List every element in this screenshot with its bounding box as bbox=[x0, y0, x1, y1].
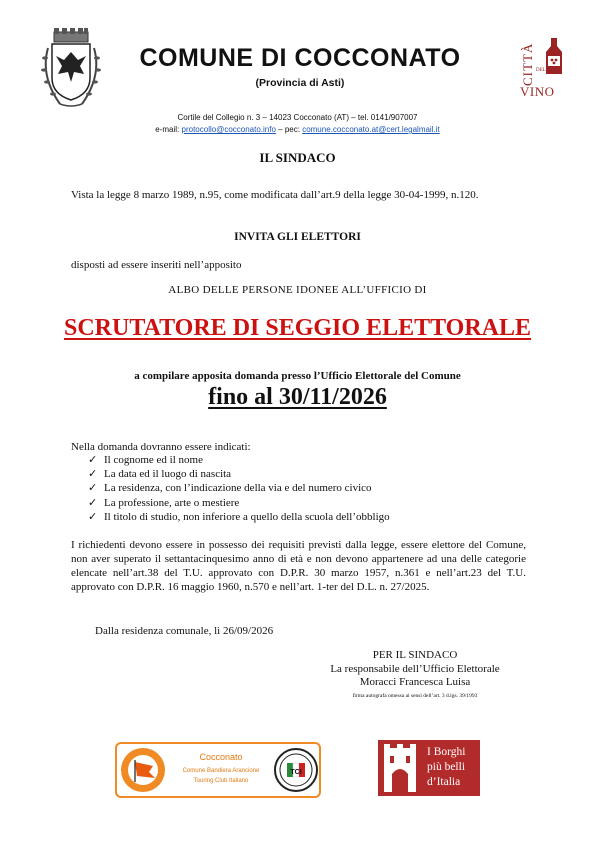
wine-bottle-icon bbox=[542, 38, 566, 76]
email-link[interactable]: protocollo@cocconato.info bbox=[181, 125, 276, 134]
check-icon: ✓ bbox=[88, 496, 98, 509]
bandiera-line3: Touring Club Italiano bbox=[193, 778, 249, 784]
vista-paragraph: Vista la legge 8 marzo 1989, n.95, come modificata dall’art.9 della legge 30-04-1999, n.120. bbox=[71, 189, 479, 201]
castle-tower-icon bbox=[378, 740, 422, 796]
pec-label: – pec: bbox=[278, 125, 300, 134]
borghi-logo bbox=[378, 740, 506, 796]
email-label: e-mail: bbox=[155, 125, 180, 134]
contact-line bbox=[0, 125, 595, 134]
list-item: ✓ La residenza, con l’indicazione della via e del numero civico bbox=[88, 482, 372, 495]
requirements-list bbox=[88, 453, 390, 524]
disposti-line: disposti ad essere inseriti nell’apposito bbox=[71, 259, 242, 271]
touring-club-icon bbox=[273, 747, 319, 793]
pec-link[interactable]: comune.cocconato.at@cert.legalmail.it bbox=[302, 125, 440, 134]
citta-del-vino-logo bbox=[520, 36, 570, 98]
signature-note: firma autografa omessa ai sensi dell’art. 3 d.lgs. 39/1993 bbox=[352, 692, 478, 699]
coat-of-arms-logo bbox=[40, 26, 102, 110]
requisiti-paragraph: I richiedenti devono essere in possesso dei requisiti previsti dalla legge, essere elettore del Comune, non aver superato il settantacinquesimo anno di età e non devono appartenere ad una delle categorie elencate nell’art.38 del T.U. approvato con D.P.R. 30 marzo 1957, n.361 e nell’art.23 del T.U. approvato con D.P.R. 16 maggio 1960, n.570 e nell’art. 1-ter del D.L. n. 27/2025. bbox=[71, 539, 526, 593]
scrutatore-title: SCRUTATORE DI SEGGIO ELETTORALE bbox=[63, 315, 532, 341]
albo-heading: ALBO DELLE PERSONE IDONEE ALL’UFFICIO DI bbox=[168, 284, 427, 296]
bandiera-name: Cocconato bbox=[199, 752, 243, 762]
svg-text:TCI: TCI bbox=[290, 769, 302, 776]
list-item: ✓ La professione, arte o mestiere bbox=[88, 496, 240, 509]
check-icon: ✓ bbox=[88, 454, 98, 466]
deadline-title: fino al 30/11/2026 bbox=[208, 384, 387, 410]
list-item: ✓ Il cognome ed il nome bbox=[88, 454, 203, 466]
signature-line-2: La responsabile dell’Ufficio Elettorale bbox=[330, 662, 500, 675]
signature-name: Moracci Francesca Luisa bbox=[359, 676, 471, 688]
borghi-line3: d’Italia bbox=[427, 776, 461, 788]
list-item: ✓ Il titolo di studio, non inferiore a quello della scuola dell’obbligo bbox=[88, 510, 390, 523]
compilare-line: a compilare apposita domanda presso l’Ufficio Elettorale del Comune bbox=[134, 370, 461, 382]
check-icon: ✓ bbox=[88, 510, 98, 523]
municipality-title: COMUNE DI COCCONATO bbox=[139, 44, 461, 72]
check-icon: ✓ bbox=[88, 468, 98, 481]
domanda-intro: Nella domanda dovranno essere indicati: bbox=[71, 441, 251, 453]
del-text: DEL bbox=[536, 68, 546, 73]
signature-block bbox=[290, 649, 540, 703]
orange-flag-badge-icon bbox=[119, 746, 167, 794]
borghi-text-block bbox=[422, 740, 480, 796]
borghi-line2: più belli bbox=[427, 761, 466, 773]
signature-line-1: PER IL SINDACO bbox=[372, 649, 458, 661]
citta-text: CITTÀ bbox=[520, 42, 535, 86]
borghi-line1: I Borghi bbox=[427, 746, 466, 758]
heading-il-sindaco: IL SINDACO bbox=[259, 150, 336, 165]
check-icon: ✓ bbox=[88, 482, 98, 495]
vino-text: VINO bbox=[520, 84, 555, 99]
invita-heading: INVITA GLI ELETTORI bbox=[234, 231, 361, 243]
province-subtitle: (Provincia di Asti) bbox=[255, 77, 345, 89]
bandiera-line2: Comune Bandiera Arancione bbox=[182, 768, 260, 774]
bandiera-arancione-logo bbox=[115, 742, 321, 798]
date-line: Dalla residenza comunale, lì 26/09/2026 bbox=[95, 625, 274, 637]
address-line: Cortile del Collegio n. 3 – 14023 Cocconato (AT) – tel. 0141/907007 bbox=[177, 113, 418, 122]
list-item: ✓ La data ed il luogo di nascita bbox=[88, 468, 232, 481]
